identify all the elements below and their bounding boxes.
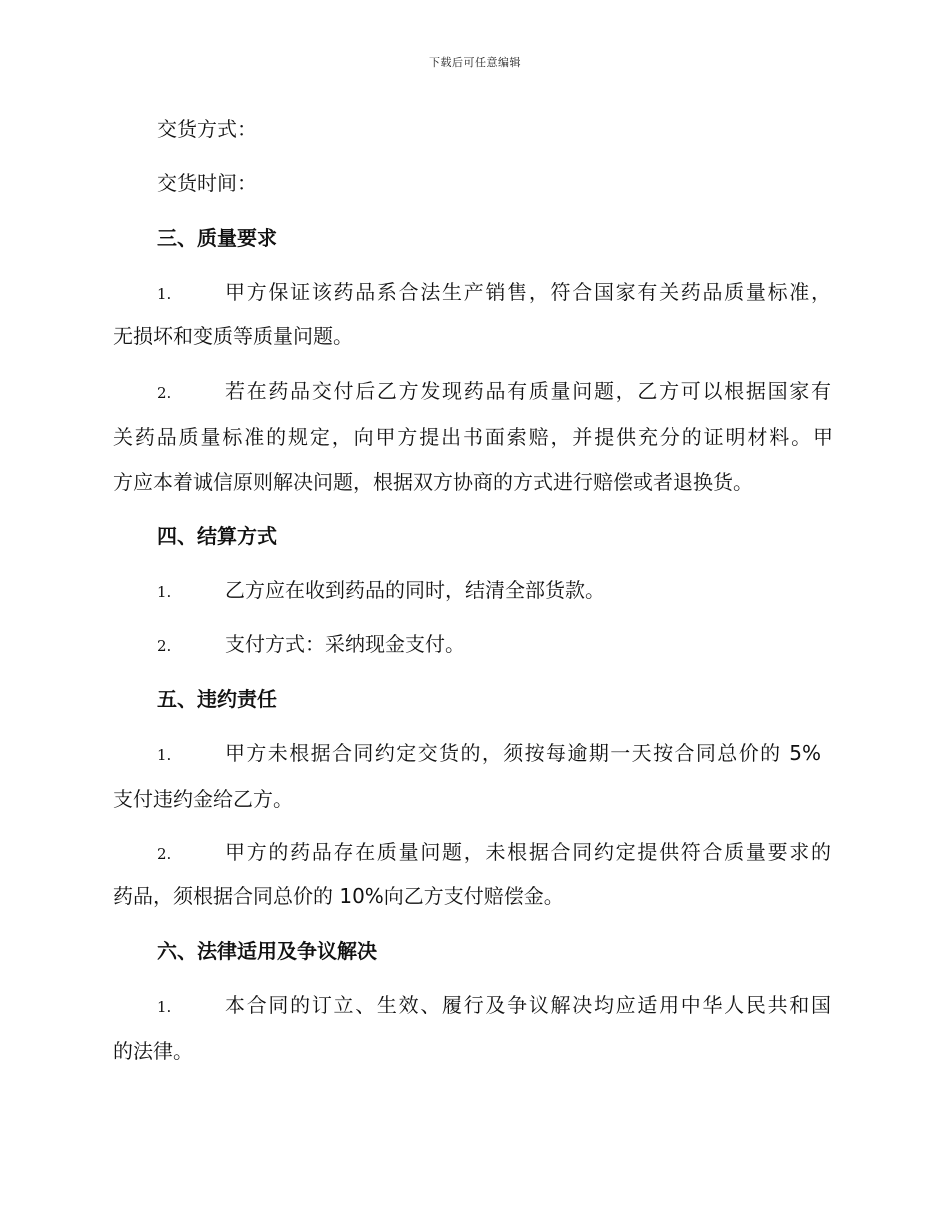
section-heading-breach: 五、违约责任	[157, 687, 277, 711]
item-number: 1.	[157, 583, 172, 601]
breach-item1-line2: 支付违约金给乙方。	[113, 787, 293, 811]
item-number: 2.	[157, 845, 172, 863]
settlement-item1-line1: 乙方应在收到药品的同时，结清全部货款。	[225, 578, 605, 602]
quality-item2-line1: 若在药品交付后乙方发现药品有质量问题，乙方可以根据国家有	[225, 379, 831, 403]
law-item1-line2: 的法律。	[113, 1039, 193, 1063]
breach-item1-line1: 甲方未根据合同约定交货的，须按每逾期一天按合同总价的 5%	[225, 741, 821, 765]
section-heading-law: 六、法律适用及争议解决	[157, 939, 377, 963]
item-number: 1.	[157, 998, 172, 1016]
quality-item2-line3: 方应本着诚信原则解决问题，根据双方协商的方式进行赔偿或者退换货。	[113, 470, 753, 494]
quality-item2-line2: 关药品质量标准的规定，向甲方提出书面索赔，并提供充分的证明材料。甲	[113, 425, 833, 449]
section-heading-settlement: 四、结算方式	[157, 524, 277, 548]
item-number: 1.	[157, 746, 172, 764]
section-heading-quality: 三、质量要求	[157, 226, 277, 250]
page-header: 下载后可任意编辑	[429, 56, 521, 69]
breach-item2-line1: 甲方的药品存在质量问题，未根据合同约定提供符合质量要求的	[225, 840, 831, 864]
delivery-time-label: 交货时间：	[157, 171, 257, 195]
item-number: 2.	[157, 384, 172, 402]
delivery-method-label: 交货方式：	[157, 117, 257, 141]
law-item1-line1: 本合同的订立、生效、履行及争议解决均应适用中华人民共和国	[225, 993, 831, 1017]
item-number: 2.	[157, 637, 172, 655]
settlement-item2-line1: 支付方式：采纳现金支付。	[225, 632, 465, 656]
quality-item1-line1: 甲方保证该药品系合法生产销售，符合国家有关药品质量标准，	[225, 280, 831, 304]
breach-item2-line2: 药品，须根据合同总价的 10%向乙方支付赔偿金。	[113, 884, 564, 908]
item-number: 1.	[157, 285, 172, 303]
quality-item1-line2: 无损坏和变质等质量问题。	[113, 324, 353, 348]
